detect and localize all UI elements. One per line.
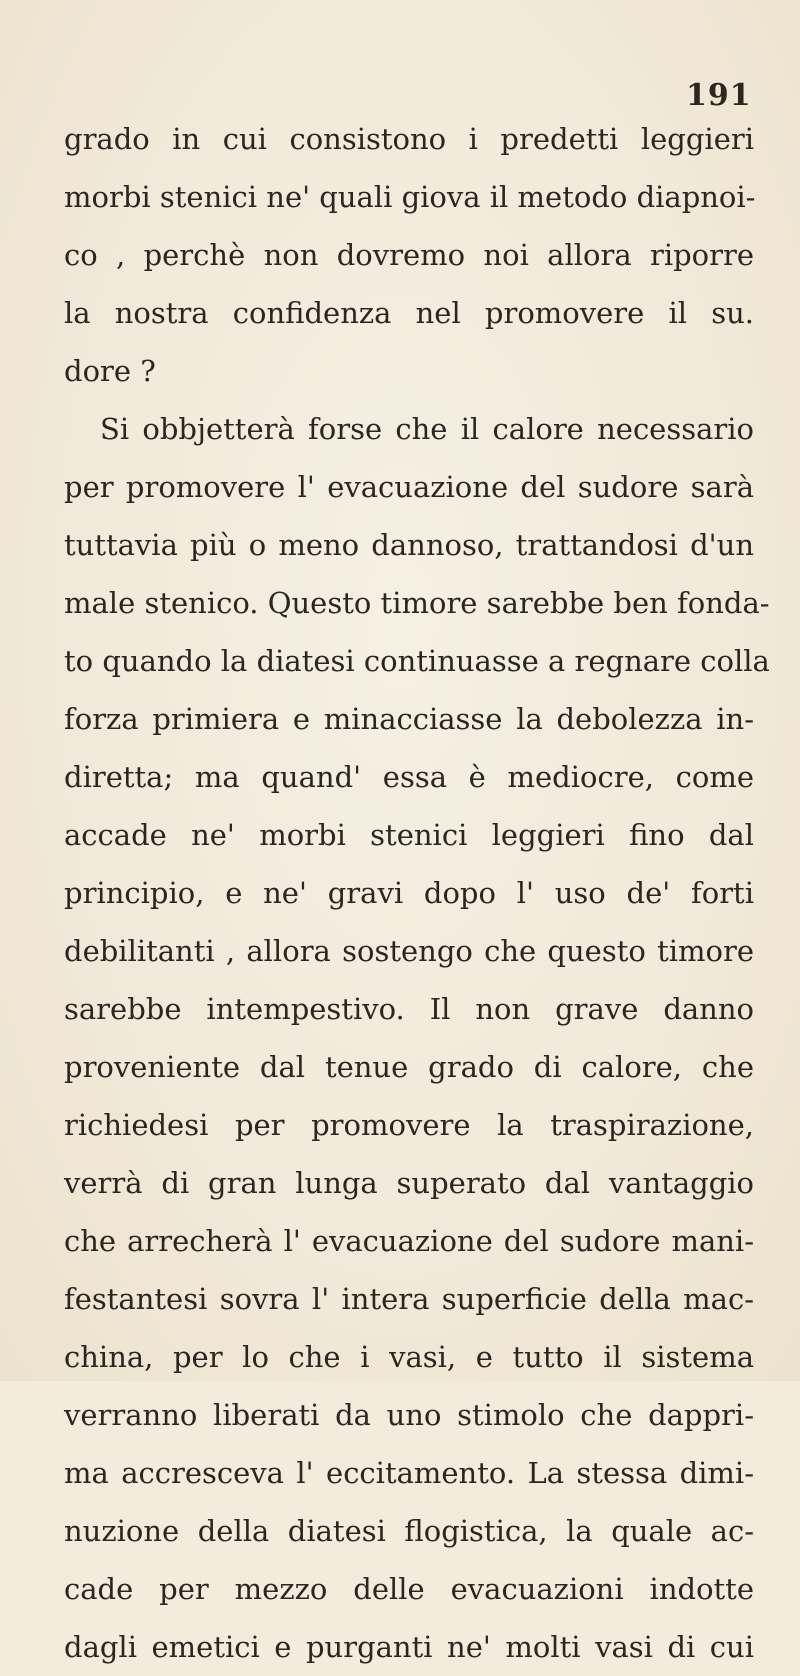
text-line: Si obbjetterà forse che il calore necessario — [100, 412, 754, 446]
text-line: china, per lo che i vasi, e tutto il sistema — [64, 1340, 754, 1374]
text-line: male stenico. Questo timore sarebbe ben fonda- — [64, 586, 770, 620]
text-line: verranno liberati da uno stimolo che dappri- — [64, 1398, 754, 1432]
text-line: diretta; ma quand' essa è mediocre, come — [64, 760, 754, 794]
text-line: che arrecherà l' evacuazione del sudore mani- — [64, 1224, 754, 1258]
text-line: festantesi sovra l' intera superficie della mac- — [64, 1282, 754, 1316]
text-line: dore ? — [64, 354, 156, 388]
page-number: 191 — [686, 78, 752, 113]
body-text — [64, 110, 770, 1676]
text-line: debilitanti , allora sostengo che questo timore — [64, 934, 754, 968]
text-line: verrà di gran lunga superato dal vantaggio — [64, 1166, 754, 1200]
text-line: ma accresceva l' eccitamento. La stessa dimi- — [64, 1456, 754, 1490]
text-line: richiedesi per promovere la traspirazione, — [64, 1108, 754, 1142]
text-line: forza primiera e minacciasse la debolezza in- — [64, 702, 754, 736]
text-line: principio, e ne' gravi dopo l' uso de' forti — [64, 876, 754, 910]
text-line: proveniente dal tenue grado di calore, che — [64, 1050, 754, 1084]
text-line: cade per mezzo delle evacuazioni indotte — [64, 1572, 754, 1606]
text-line: sarebbe intempestivo. Il non grave danno — [64, 992, 754, 1026]
text-line: tuttavia più o meno dannoso, trattandosi d'un — [64, 528, 754, 562]
text-line: co , perchè non dovremo noi allora riporre — [64, 238, 754, 272]
text-line: morbi stenici ne' quali giova il metodo diapnoi- — [64, 180, 756, 214]
text-line: dagli emetici e purganti ne' molti vasi di cui — [64, 1630, 754, 1664]
text-line: la nostra confidenza nel promovere il su. — [64, 296, 754, 330]
text-line: nuzione della diatesi flogistica, la quale ac- — [64, 1514, 754, 1548]
text-line: grado in cui consistono i predetti leggieri — [64, 122, 754, 156]
text-line: per promovere l' evacuazione del sudore sarà — [64, 470, 754, 504]
text-line: accade ne' morbi stenici leggieri fino dal — [64, 818, 754, 852]
text-line: to quando la diatesi continuasse a regnare colla — [64, 644, 770, 678]
